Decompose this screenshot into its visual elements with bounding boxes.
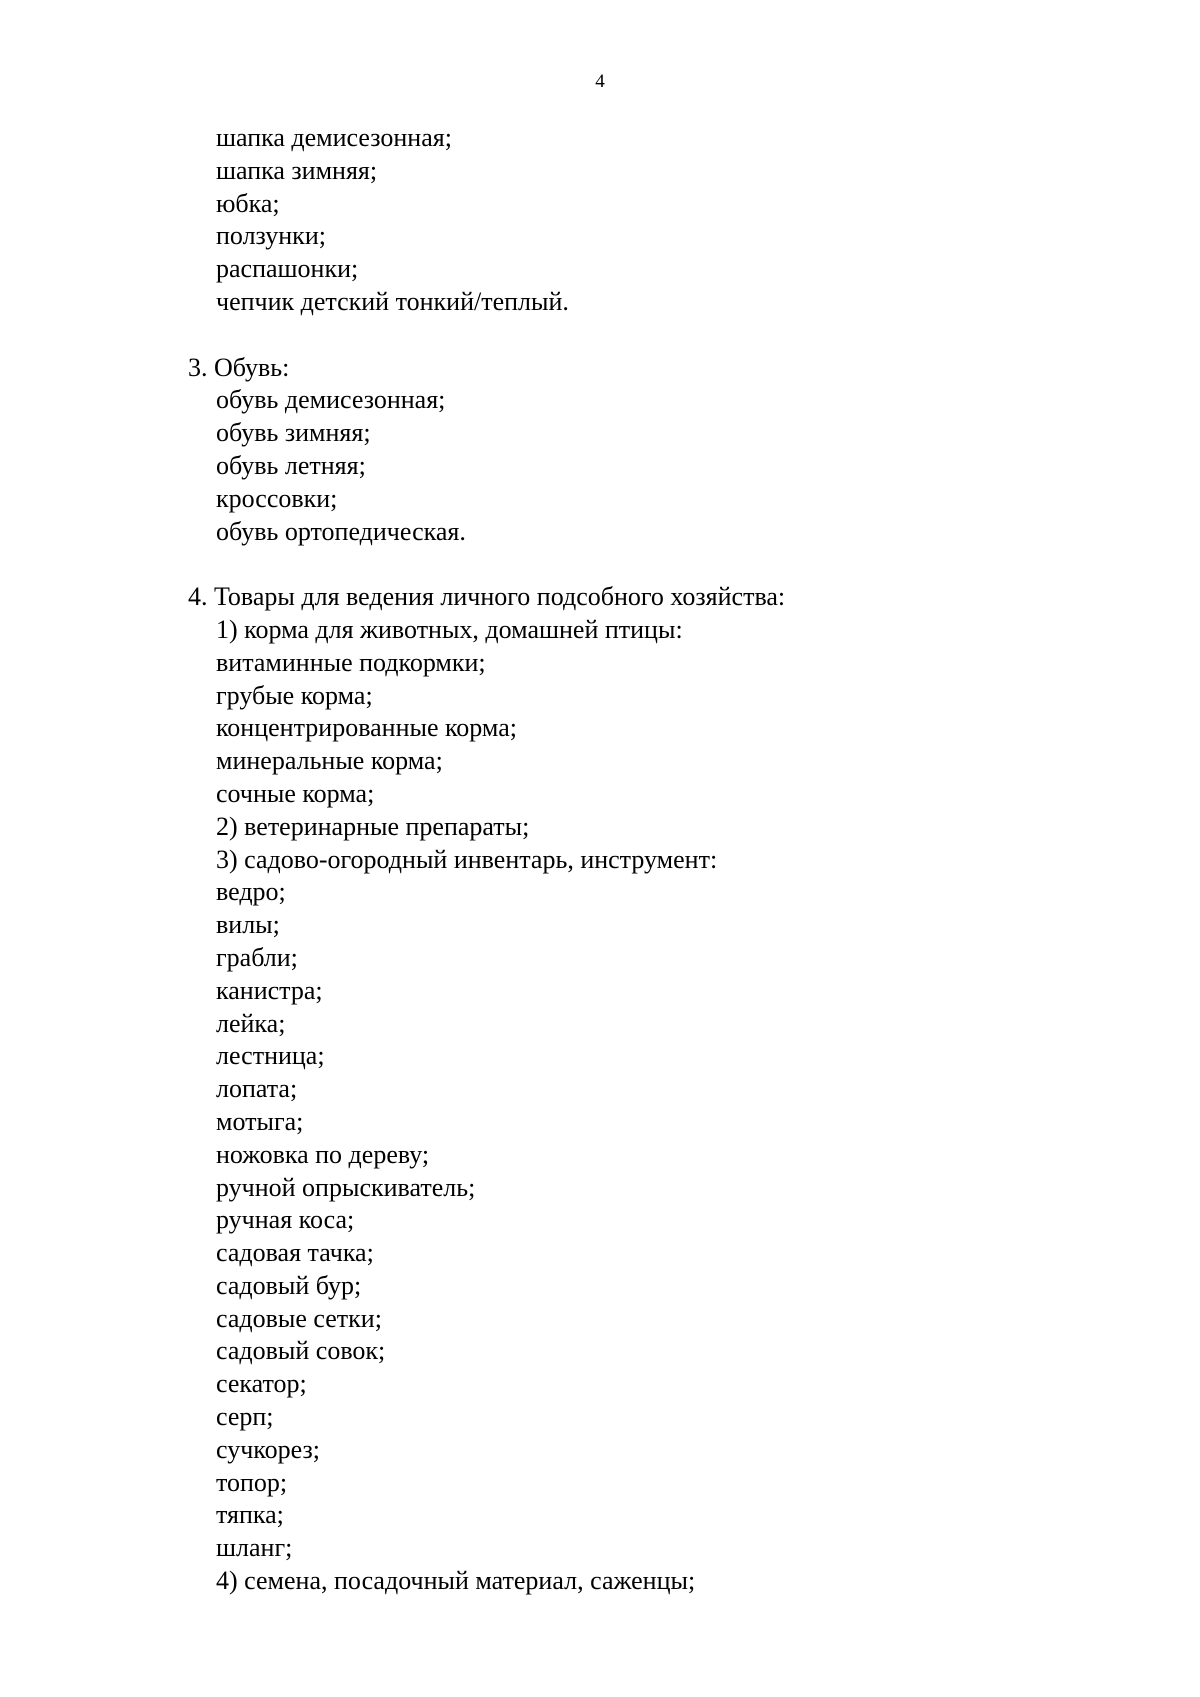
list-item: садовая тачка; [216,1238,374,1268]
list-item: кроссовки; [216,483,338,513]
list-item: мотыга; [216,1106,304,1136]
list-item: вилы; [216,910,280,940]
list-item: ползунки; [216,221,326,251]
section-heading-household-goods: 4. Товары для ведения личного подсобного хозяйства: [188,582,786,612]
section-footwear [0,352,1200,549]
list-item: канистра; [216,975,323,1005]
subsection-heading-seeds: 4) семена, посадочный материал, саженцы; [216,1566,696,1596]
list-item: ведро; [216,877,286,907]
list-item: ножовка по дереву; [216,1139,430,1169]
page-number: 4 [595,71,605,92]
list-item: шланг; [216,1533,293,1563]
list-item: чепчик детский тонкий/теплый. [216,286,569,316]
list-item: обувь летняя; [216,450,366,480]
list-item: обувь ортопедическая. [216,516,466,546]
list-item: концентрированные корма; [216,713,517,743]
list-item: садовый бур; [216,1270,362,1300]
list-item: серп; [216,1402,274,1432]
list-item: ручной опрыскиватель; [216,1172,476,1202]
subsection-heading-veterinary: 2) ветеринарные препараты; [216,811,530,841]
section-household-goods [0,581,1200,1598]
list-item: обувь демисезонная; [216,385,446,415]
list-item: секатор; [216,1369,307,1399]
paragraph-gap [0,548,1200,581]
list-item: лейка; [216,1008,286,1038]
list-item: сучкорез; [216,1434,320,1464]
list-item: минеральные корма; [216,746,443,776]
list-item: обувь зимняя; [216,418,371,448]
list-item: юбка; [216,188,280,218]
paragraph-gap [0,319,1200,352]
subsection-heading-garden-tools: 3) садово-огородный инвентарь, инструмент: [216,844,718,874]
list-item: витаминные подкормки; [216,647,486,677]
list-item: садовый совок; [216,1336,386,1366]
list-item: топор; [216,1467,288,1497]
list-item: шапка зимняя; [216,155,378,185]
list-item: тяпка; [216,1500,284,1530]
subsection-heading-feed: 1) корма для животных, домашней птицы: [216,614,683,644]
list-item: сочные корма; [216,778,375,808]
clothing-list-continued [0,122,1200,319]
list-item: шапка демисезонная; [216,123,452,152]
list-item: лестница; [216,1041,325,1071]
list-item: грубые корма; [216,680,373,710]
document-body [0,122,1200,1598]
list-item: садовые сетки; [216,1303,382,1333]
list-item: распашонки; [216,254,359,284]
list-item: лопата; [216,1074,298,1104]
list-item: ручная коса; [216,1205,355,1235]
list-item: грабли; [216,942,298,972]
section-heading-footwear: 3. Обувь: [188,352,290,382]
